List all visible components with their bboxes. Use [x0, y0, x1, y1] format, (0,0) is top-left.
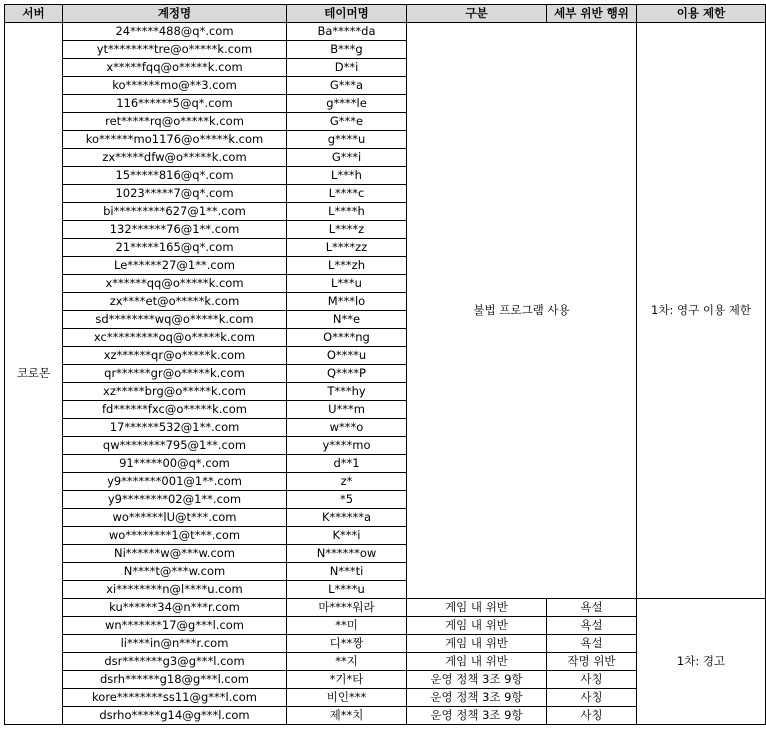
header-detail: 세부 위반 행위 — [547, 5, 637, 23]
tamer-cell: G***i — [287, 149, 407, 167]
tamer-cell: N***ti — [287, 563, 407, 581]
account-cell: zx*****dfw@o*****k.com — [63, 149, 287, 167]
tamer-cell: N**e — [287, 311, 407, 329]
tamer-cell: 비인*** — [287, 689, 407, 707]
tamer-cell: L***h — [287, 167, 407, 185]
tamer-cell: L****c — [287, 185, 407, 203]
account-cell: zx****et@o*****k.com — [63, 293, 287, 311]
tamer-cell: M***lo — [287, 293, 407, 311]
account-cell: y9********02@1**.com — [63, 491, 287, 509]
restriction-cell: 1차: 영구 이용 제한 — [637, 23, 766, 599]
account-cell: 132******76@1**.com — [63, 221, 287, 239]
tamer-cell: **지 — [287, 653, 407, 671]
account-cell: xi********n@l****u.com — [63, 581, 287, 599]
account-cell: ko******mo@**3.com — [63, 77, 287, 95]
account-cell: x*****fqq@o*****k.com — [63, 59, 287, 77]
header-row — [5, 5, 766, 23]
account-cell: wn*******17@g***l.com — [63, 617, 287, 635]
category-cell: 게임 내 위반 — [407, 617, 547, 635]
header-server: 서버 — [5, 5, 63, 23]
restriction-cell: 1차: 경고 — [637, 599, 766, 725]
header-category: 구분 — [407, 5, 547, 23]
account-cell: y9*******001@1**.com — [63, 473, 287, 491]
category-cell: 운영 정책 3조 9항 — [407, 689, 547, 707]
account-cell: xz******qr@o*****k.com — [63, 347, 287, 365]
tamer-cell: L***u — [287, 275, 407, 293]
tamer-cell: g****le — [287, 95, 407, 113]
category-cell: 게임 내 위반 — [407, 599, 547, 617]
tamer-cell: G***e — [287, 113, 407, 131]
account-cell: ko******mo1176@o*****k.com — [63, 131, 287, 149]
account-cell: fd******fxc@o*****k.com — [63, 401, 287, 419]
tamer-cell: L****h — [287, 203, 407, 221]
detail-cell: 사칭 — [547, 689, 637, 707]
tamer-cell: B***g — [287, 41, 407, 59]
account-cell: Le******27@1**.com — [63, 257, 287, 275]
detail-cell: 사칭 — [547, 707, 637, 725]
category-cell: 불법 프로그램 사용 — [407, 23, 637, 599]
tamer-cell: Q****P — [287, 365, 407, 383]
category-cell: 운영 정책 3조 9항 — [407, 671, 547, 689]
tamer-cell: G***a — [287, 77, 407, 95]
tamer-cell: **미 — [287, 617, 407, 635]
tamer-cell: L****z — [287, 221, 407, 239]
table-row — [5, 23, 766, 41]
category-cell: 게임 내 위반 — [407, 635, 547, 653]
account-cell: 21*****165@q*.com — [63, 239, 287, 257]
account-cell: 1023*****7@q*.com — [63, 185, 287, 203]
detail-cell: 작명 위반 — [547, 653, 637, 671]
category-cell: 게임 내 위반 — [407, 653, 547, 671]
tamer-cell: L***zh — [287, 257, 407, 275]
header-account: 계정명 — [63, 5, 287, 23]
tamer-cell: Ba*****da — [287, 23, 407, 41]
tamer-cell: N******ow — [287, 545, 407, 563]
account-cell: 24*****488@q*.com — [63, 23, 287, 41]
header-restriction: 이용 제한 — [637, 5, 766, 23]
detail-cell: 사칭 — [547, 671, 637, 689]
account-cell: wo********1@t***.com — [63, 527, 287, 545]
tamer-cell: 마****워라 — [287, 599, 407, 617]
account-cell: li****in@n***r.com — [63, 635, 287, 653]
account-cell: bi*********627@1**.com — [63, 203, 287, 221]
tamer-cell: *기*타 — [287, 671, 407, 689]
tamer-cell: D**i — [287, 59, 407, 77]
tamer-cell: T***hy — [287, 383, 407, 401]
account-cell: dsrh******g18@g***l.com — [63, 671, 287, 689]
detail-cell: 욕설 — [547, 617, 637, 635]
account-cell: ret*****rq@o*****k.com — [63, 113, 287, 131]
tamer-cell: *5 — [287, 491, 407, 509]
detail-cell: 욕설 — [547, 599, 637, 617]
tamer-cell: 제**치 — [287, 707, 407, 725]
category-cell: 운영 정책 3조 9항 — [407, 707, 547, 725]
account-cell: 15*****816@q*.com — [63, 167, 287, 185]
account-cell: yt********tre@o*****k.com — [63, 41, 287, 59]
account-cell: xc*********oq@o*****k.com — [63, 329, 287, 347]
account-cell: Ni******w@***w.com — [63, 545, 287, 563]
account-cell: wo******lU@t***.com — [63, 509, 287, 527]
tamer-cell: 디**짱 — [287, 635, 407, 653]
account-cell: 116******5@q*.com — [63, 95, 287, 113]
account-cell: dsrho*****g14@g***l.com — [63, 707, 287, 725]
tamer-cell: L****zz — [287, 239, 407, 257]
tamer-cell: d**1 — [287, 455, 407, 473]
account-cell: ku******34@n***r.com — [63, 599, 287, 617]
account-cell: sd********wq@o*****k.com — [63, 311, 287, 329]
tamer-cell: K******a — [287, 509, 407, 527]
tamer-cell: O****u — [287, 347, 407, 365]
server-cell: 코로몬 — [5, 23, 63, 725]
tamer-cell: O****ng — [287, 329, 407, 347]
account-cell: kore********ss11@g***l.com — [63, 689, 287, 707]
account-cell: qr******gr@o*****k.com — [63, 365, 287, 383]
tamer-cell: L****u — [287, 581, 407, 599]
tamer-cell: U***m — [287, 401, 407, 419]
tamer-cell: w***o — [287, 419, 407, 437]
account-cell: qw********795@1**.com — [63, 437, 287, 455]
detail-cell: 욕설 — [547, 635, 637, 653]
account-cell: N****t@***w.com — [63, 563, 287, 581]
tamer-cell: g****u — [287, 131, 407, 149]
tamer-cell: y****mo — [287, 437, 407, 455]
account-cell: 17******532@1**.com — [63, 419, 287, 437]
header-tamer: 테이머명 — [287, 5, 407, 23]
account-cell: x******qq@o*****k.com — [63, 275, 287, 293]
table-row — [5, 599, 766, 617]
account-cell: xz*****brg@o*****k.com — [63, 383, 287, 401]
account-cell: dsr*******g3@g***l.com — [63, 653, 287, 671]
tamer-cell: K***i — [287, 527, 407, 545]
sanctions-table — [4, 4, 766, 725]
account-cell: 91*****00@q*.com — [63, 455, 287, 473]
tamer-cell: z* — [287, 473, 407, 491]
